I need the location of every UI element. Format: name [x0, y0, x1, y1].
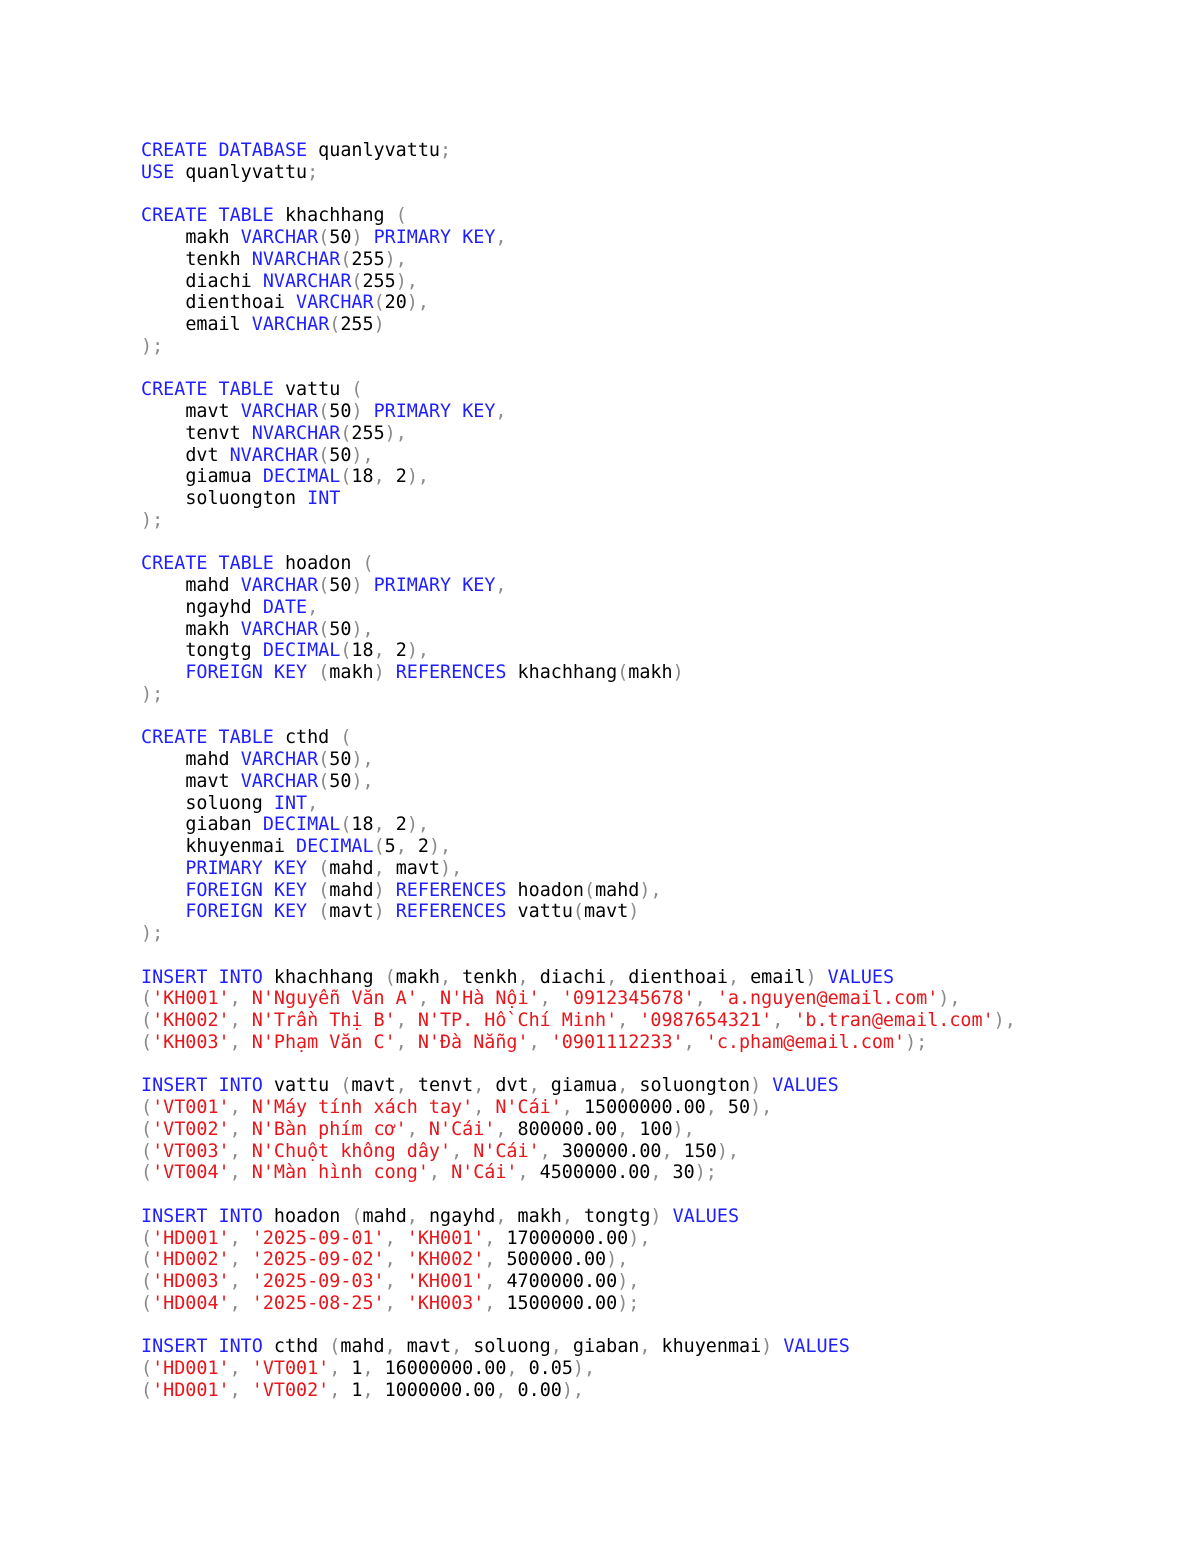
code-line: diachi NVARCHAR(255),	[185, 270, 418, 292]
code-line: khuyenmai DECIMAL(5, 2),	[185, 836, 452, 857]
code-line	[141, 1315, 1016, 1337]
code-line: mavt VARCHAR(50) PRIMARY KEY,	[185, 401, 507, 422]
code-line: );	[141, 683, 164, 705]
code-line: ('VT001', N'Máy tính xách tay', N'Cái', 15000000.00, 50),	[141, 1097, 773, 1118]
code-line	[141, 532, 1016, 554]
code-line: ('HD003', '2025-09-03', 'KH001', 4700000.00),	[141, 1271, 640, 1292]
code-line: FOREIGN KEY (makh) REFERENCES khachhang(makh)	[185, 662, 684, 683]
code-line	[141, 1184, 1016, 1206]
code-line: );	[141, 335, 164, 357]
code-line: ('KH001', N'Nguyễn Văn A', N'Hà Nội', '0912345678', 'a.nguyen@email.com'),	[141, 988, 961, 1010]
code-line: FOREIGN KEY (mahd) REFERENCES hoadon(mahd),	[185, 879, 662, 901]
code-line: mavt VARCHAR(50),	[185, 770, 374, 792]
code-line: );	[141, 923, 164, 944]
code-line	[141, 358, 1016, 380]
code-line: ngayhd DATE,	[185, 596, 319, 618]
code-line	[141, 1054, 1016, 1076]
code-line: mahd VARCHAR(50) PRIMARY KEY,	[185, 575, 507, 596]
code-line: ('HD001', 'VT001', 1, 16000000.00, 0.05),	[141, 1358, 596, 1379]
code-line: USE quanlyvattu;	[141, 161, 319, 183]
code-line	[141, 945, 1016, 967]
code-line: ('HD004', '2025-08-25', 'KH003', 1500000.00);	[141, 1292, 640, 1314]
code-line: INSERT INTO khachhang (makh, tenkh, diachi, dienthoai, email) VALUES	[141, 966, 895, 988]
code-line: tenvt NVARCHAR(255),	[185, 422, 407, 444]
code-line: giamua DECIMAL(18, 2),	[185, 466, 429, 488]
sql-code-block	[141, 140, 1016, 1402]
code-line: INSERT INTO vattu (mavt, tenvt, dvt, giamua, soluongton) VALUES	[141, 1075, 839, 1097]
code-line: tongtg DECIMAL(18, 2),	[185, 640, 429, 662]
code-line: soluongton INT	[185, 488, 341, 509]
code-line: ('HD001', 'VT002', 1, 1000000.00, 0.00),	[141, 1379, 584, 1401]
code-line: ('KH002', N'Trần Thị B', N'TP. Hồ Chí Minh', '0987654321', 'b.tran@email.com'),	[141, 1010, 1016, 1031]
code-line: CREATE TABLE khachhang (	[141, 205, 407, 227]
code-line: INSERT INTO cthd (mahd, mavt, soluong, giaban, khuyenmai) VALUES	[141, 1336, 850, 1358]
code-line: giaban DECIMAL(18, 2),	[185, 814, 429, 836]
code-line: soluong INT,	[185, 792, 319, 814]
code-line: PRIMARY KEY (mahd, mavt),	[185, 857, 463, 879]
code-line: CREATE TABLE hoadon (	[141, 553, 374, 575]
code-line: makh VARCHAR(50),	[185, 618, 374, 640]
code-line: CREATE TABLE vattu (	[141, 379, 363, 401]
code-line: email VARCHAR(255)	[185, 314, 385, 335]
code-line: );	[141, 509, 164, 531]
code-line: INSERT INTO hoadon (mahd, ngayhd, makh, tongtg) VALUES	[141, 1205, 740, 1227]
code-line	[141, 184, 1016, 206]
code-line: ('VT003', N'Chuột không dây', N'Cái', 300000.00, 150),	[141, 1140, 739, 1162]
code-line: dvt NVARCHAR(50),	[185, 444, 374, 466]
code-line: ('VT004', N'Màn hình cong', N'Cái', 4500000.00, 30);	[141, 1162, 717, 1184]
code-line: makh VARCHAR(50) PRIMARY KEY,	[185, 227, 507, 248]
code-line: ('VT002', N'Bàn phím cơ', N'Cái', 800000.00, 100),	[141, 1118, 695, 1140]
code-line: FOREIGN KEY (mavt) REFERENCES vattu(mavt)	[185, 901, 640, 923]
code-line	[141, 706, 1016, 728]
code-line: ('KH003', N'Phạm Văn C', N'Đà Nẵng', '0901112233', 'c.pham@email.com');	[141, 1031, 928, 1053]
code-line: CREATE DATABASE quanlyvattu;	[141, 140, 452, 161]
code-line: CREATE TABLE cthd (	[141, 727, 352, 749]
code-line: ('HD002', '2025-09-02', 'KH002', 500000.00),	[141, 1249, 629, 1271]
code-line: ('HD001', '2025-09-01', 'KH001', 17000000.00),	[141, 1227, 651, 1249]
code-line: tenkh NVARCHAR(255),	[185, 248, 407, 270]
code-line: dienthoai VARCHAR(20),	[185, 292, 429, 314]
code-line: mahd VARCHAR(50),	[185, 749, 374, 770]
